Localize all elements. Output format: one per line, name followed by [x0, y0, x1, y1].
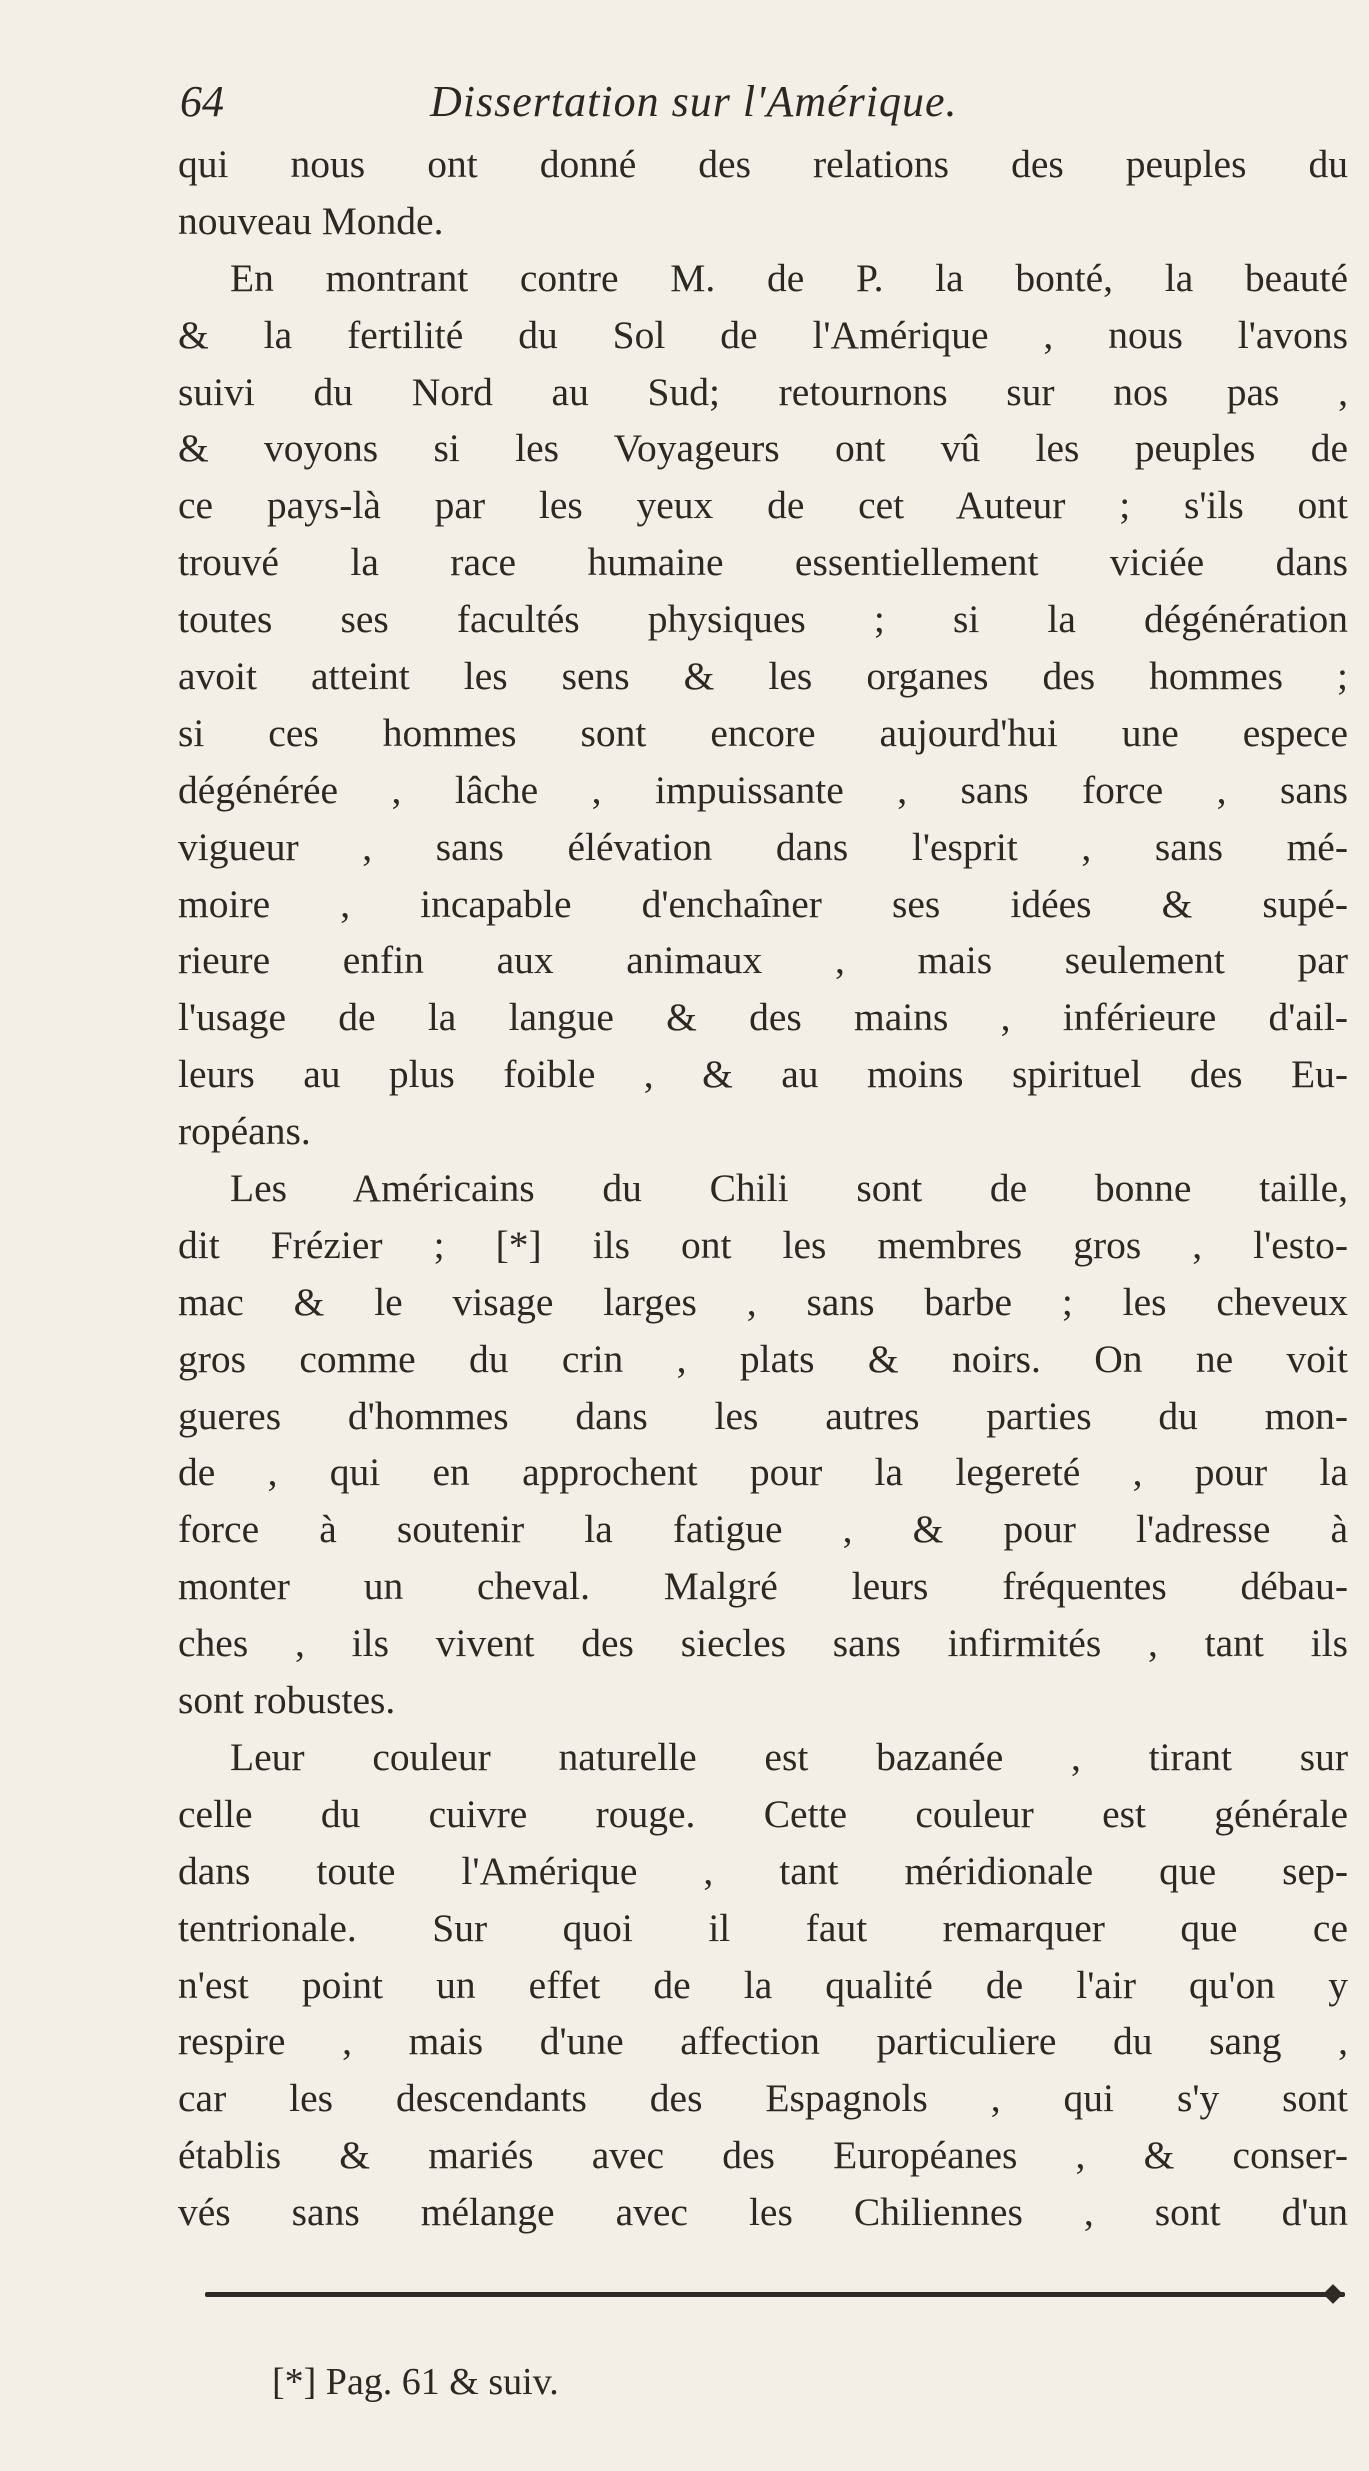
text-line: mac & le visage larges , sans barbe ; les cheveux — [178, 1279, 1348, 1324]
text-line: & voyons si les Voyageurs ont vû les peuples de — [178, 426, 1348, 471]
text-line: tentrionale. Sur quoi il faut remarquer que ce — [178, 1905, 1348, 1950]
text-line: vigueur , sans élévation dans l'esprit , sans mé- — [178, 824, 1348, 869]
text-line: avoit atteint les sens & les organes des hommes ; — [178, 654, 1348, 699]
text-line: moire , incapable d'enchaîner ses idées & supé- — [178, 881, 1348, 926]
rule-ornament-icon — [1323, 2284, 1343, 2304]
text-line: trouvé la race humaine essentiellement viciée dans — [178, 540, 1348, 585]
text-line: dégénérée , lâche , impuissante , sans force , sans — [178, 767, 1348, 812]
text-line: gueres d'hommes dans les autres parties du mon- — [178, 1393, 1348, 1438]
text-line: & la fertilité du Sol de l'Amérique , nous l'avons — [178, 312, 1348, 357]
text-line: établis & mariés avec des Européanes , & conser- — [178, 2133, 1348, 2178]
text-line: leurs au plus foible , & au moins spirituel des Eu- — [178, 1052, 1348, 1097]
text-line: n'est point un effet de la qualité de l'air qu'on y — [178, 1962, 1348, 2007]
text-line: toutes ses facultés physiques ; si la dégénération — [178, 597, 1348, 642]
text-line: sont robustes. — [178, 1678, 396, 1723]
text-line: En montrant contre M. de P. la bonté, la beauté — [230, 255, 1348, 300]
text-line: dans toute l'Amérique , tant méridionale que sep- — [178, 1848, 1348, 1893]
page-number: 64 — [180, 77, 224, 126]
text-line: suivi du Nord au Sud; retournons sur nos pas , — [178, 369, 1348, 414]
text-line: ches , ils vivent des siecles sans infirmités , tant ils — [178, 1621, 1348, 1666]
text-line: nouveau Monde. — [178, 198, 444, 243]
footnote: [*] Pag. 61 & suiv. — [272, 2361, 559, 2403]
text-line: Leur couleur naturelle est bazanée , tirant sur — [230, 1734, 1348, 1779]
text-line: l'usage de la langue & des mains , inférieure d'ail- — [178, 995, 1348, 1040]
text-line: monter un cheval. Malgré leurs fréquentes débau- — [178, 1564, 1348, 1609]
text-line: Les Américains du Chili sont de bonne taille, — [230, 1166, 1348, 1211]
body-text — [178, 136, 1348, 2241]
text-line: respire , mais d'une affection particuliere du sang , — [178, 2019, 1348, 2064]
text-line: de , qui en approchent pour la legereté , pour la — [178, 1450, 1348, 1495]
text-line: celle du cuivre rouge. Cette couleur est générale — [178, 1791, 1348, 1836]
text-line: rieure enfin aux animaux , mais seulement par — [178, 938, 1348, 983]
text-line: vés sans mélange avec les Chiliennes , sont d'un — [178, 2190, 1348, 2235]
text-line: gros comme du crin , plats & noirs. On ne voit — [178, 1336, 1348, 1381]
text-line: force à soutenir la fatigue , & pour l'adresse à — [178, 1507, 1348, 1552]
text-line: dit Frézier ; [*] ils ont les membres gros , l'esto- — [178, 1222, 1348, 1267]
text-line: ropéans. — [178, 1109, 311, 1154]
text-line: si ces hommes sont encore aujourd'hui une espece — [178, 710, 1348, 755]
text-line: car les descendants des Espagnols , qui s'y sont — [178, 2076, 1348, 2121]
text-line: qui nous ont donné des relations des peuples du — [178, 142, 1348, 186]
text-line: ce pays-là par les yeux de cet Auteur ; s'ils ont — [178, 483, 1348, 528]
footnote-divider-rule — [205, 2292, 1345, 2297]
running-title: Dissertation sur l'Amérique. — [430, 77, 958, 126]
